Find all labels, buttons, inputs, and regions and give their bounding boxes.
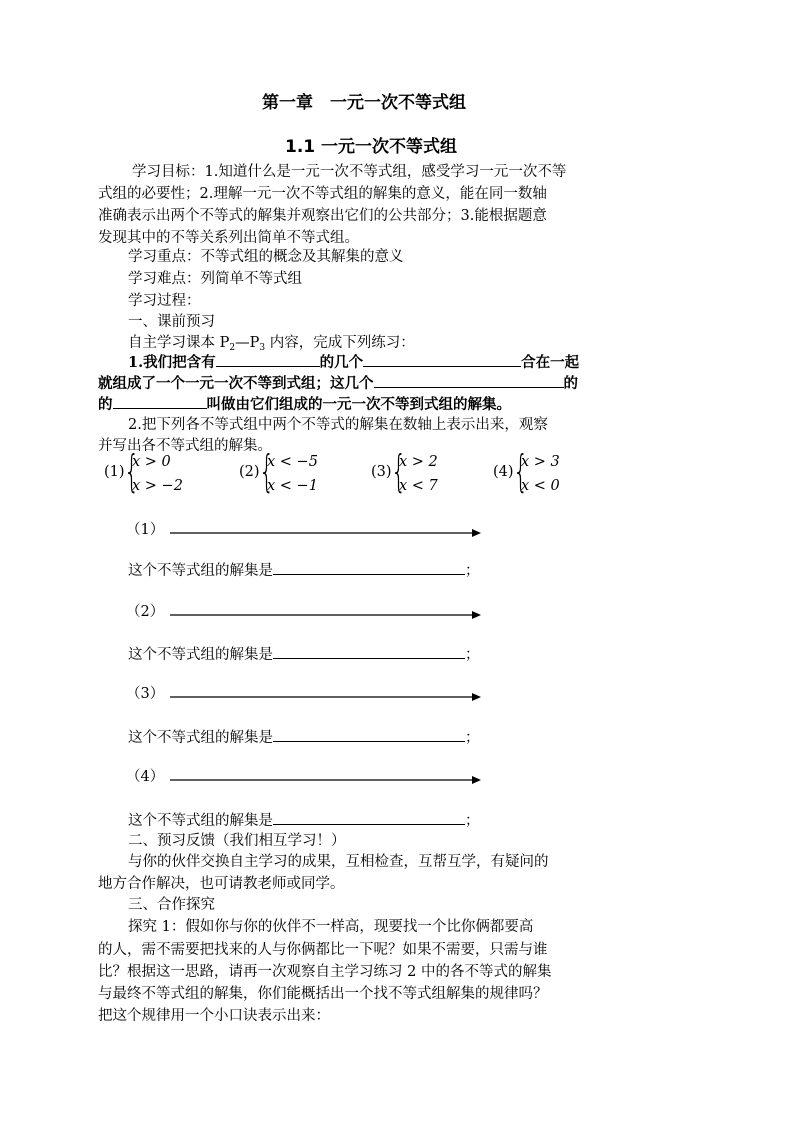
answer-blank[interactable] [216, 352, 320, 367]
feedback-line-2: 地方合作解决，也可请教老师或同学。 [98, 876, 345, 892]
process-heading: 学习过程： [128, 293, 201, 309]
answer-blank[interactable] [363, 352, 521, 367]
difficulty: 学习难点：列简单不等式组 [128, 271, 302, 287]
solution-line-4: 这个不等式组的解集是 ； [128, 810, 480, 831]
objectives-line-4: 发现其中的不等关系列出简单不等式组。 [98, 230, 359, 246]
key-point: 学习重点：不等式组的概念及其解集的意义 [128, 249, 404, 265]
inequality-system-3: (3) { x > 2 x < 7 [371, 446, 438, 497]
question-1-line-1: 1.我们把含有 的几个 合在一起 [128, 354, 580, 371]
self-study-instruction: 自主学习课本 $P_2—P_3$ 内容，完成下列练习： [128, 335, 415, 353]
explore-line-2: 的人，需不需要把找来的人与你俩都比一下呢？如果不需要，只需与谁 [98, 942, 548, 958]
solution-blank[interactable] [273, 560, 465, 575]
brace-glyph: { [259, 446, 275, 497]
brace-glyph: { [513, 446, 529, 497]
solution-line-2: 这个不等式组的解集是 ； [128, 644, 480, 665]
question-1-line-3: 的 叫做由它们组成的一元一次不等到式组的解集。 [98, 396, 511, 413]
part2-heading: 二、预习反馈（我们相互学习！） [128, 833, 346, 849]
inequality-system-4: (4) { x > 3 x < 0 [493, 446, 560, 497]
objectives-line-3: 准确表示出两个不等式的解集并观察出它们的公共部分；3.能根据题意 [98, 208, 547, 224]
number-line-arrow [170, 775, 482, 785]
inequality-system-2: (2) { x < −5 x < −1 [239, 446, 318, 497]
brace-glyph: { [391, 446, 407, 497]
number-line-arrow [170, 528, 482, 538]
solution-line-3: 这个不等式组的解集是 ； [128, 727, 480, 748]
feedback-line-1: 与你的伙伴交换自主学习的成果，互相检查，互帮互学，有疑问的 [128, 854, 549, 870]
objectives-line-1: 学习目标：1.知道什么是一元一次不等式组，感受学习一元一次不等 [132, 164, 567, 180]
question-2-line-1: 2.把下列各不等式组中两个不等式的解集在数轴上表示出来，观察 [128, 417, 548, 433]
chapter-title: 第一章 一元一次不等式组 [262, 93, 466, 113]
part1-heading: 一、课前预习 [128, 314, 215, 330]
solution-line-1: 这个不等式组的解集是 ； [128, 560, 480, 581]
explore-line-3: 比？根据这一思路，请再一次观察自主学习练习 2 中的各不等式的解集 [98, 964, 552, 980]
explore-line-4: 与最终不等式组的解集，你们能概括出一个找不等式组解集的规律吗？ [98, 986, 548, 1002]
solution-blank[interactable] [273, 810, 465, 825]
solution-blank[interactable] [273, 727, 465, 742]
number-line-arrow [170, 692, 482, 702]
objectives-line-2: 式组的必要性；2.理解一元一次不等式组的解集的意义，能在同一数轴 [98, 186, 547, 202]
question-2-line-2: 并写出各不等式组的解集。 [98, 438, 272, 454]
document-page: 第一章 一元一次不等式组 1.1 一元一次不等式组 学习目标：1.知道什么是一元一次不等式组，感受学习一元一次不等 式组的必要性；2.理解一元一次不等式组的解集的意义，能在同一数轴 准确表示出两个不等式的解集并观察出它们的公共部分；3.能根据题意 发现其中的不等关系列出简单不等式组。 学习重点：不等式组的概念及其解集的意义 学习难点：列简单不等式组 学习过程： 一、课前预习 自主学习课本 $P_2—P_3$ 内容，完成下列练习： 1.我们把含有 的几个 合在一起 就组成了一个一元一次不等到式组；这几个 的 的 叫做由它们组成的一元一次不等到式组的解集。 2.把下列各不等式组中两个不等式的解集在数轴上表示出来，观察 并写出各不等式组的解集。 (1) { x > 0 x > −2 (2) { x < −5 x < −1 (3) { x > 2 x < 7 (4) { x > 3 x < 0 （1） 这个不等式组的解集是 ； （2） 这个不等式组的解集是 ； （3） 这个不等式组的解集是 ； （4） 这个不等式组的解集是 ； 二、预习反馈（我们相互学习！） 与你的伙伴交换自主学习的成果，互相检查，互帮互学，有疑问的 地方合作解决，也可请教老师或同学。 三、合作探究 探究 1：假如你与你的伙伴不一样高，现要找一个比你俩都要高 的人，需不需要把找来的人与你俩都比一下呢？如果不需要，只需与谁 比？根据这一思路，请再一次观察自主学习练习 2 中的各不等式的解集 与最终不等式组的解集，你们能概括出一个找不等式组解集的规律吗？ 把这个规律用一个小口诀表示出来： [0, 0, 800, 1132]
number-line-arrow [170, 610, 482, 620]
answer-blank[interactable] [113, 394, 207, 409]
brace-glyph: { [124, 446, 140, 497]
solution-blank[interactable] [273, 644, 465, 659]
question-1-line-2: 就组成了一个一元一次不等到式组；这几个 的 [98, 375, 578, 392]
part3-heading: 三、合作探究 [128, 897, 215, 913]
answer-blank[interactable] [374, 373, 564, 388]
section-title: 1.1 一元一次不等式组 [285, 137, 458, 157]
inequality-system-1: (1) { x > 0 x > −2 [104, 446, 183, 497]
explore-line-1: 探究 1：假如你与你的伙伴不一样高，现要找一个比你俩都要高 [128, 919, 534, 935]
explore-line-5: 把这个规律用一个小口诀表示出来： [98, 1008, 330, 1024]
